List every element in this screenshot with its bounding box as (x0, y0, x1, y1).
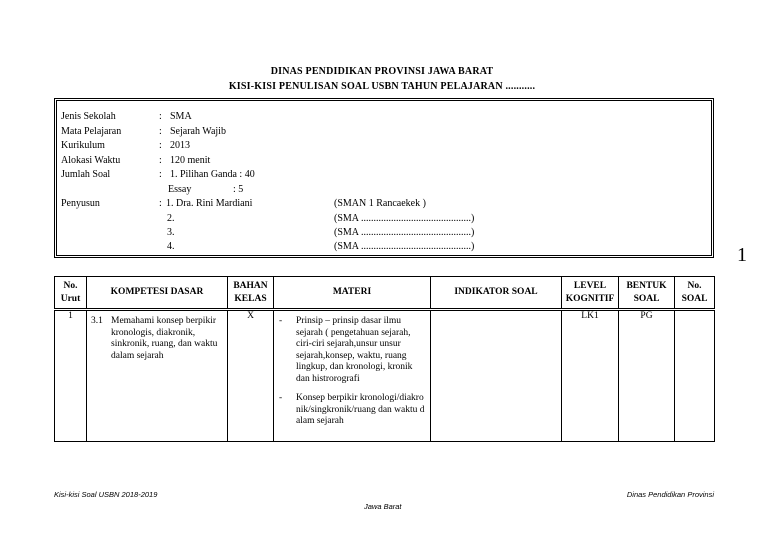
footer-center: Jawa Barat (364, 502, 402, 511)
document-subtitle: KISI-KISI PENULISAN SOAL USBN TAHUN PELAJARAN ........... (228, 81, 536, 92)
alokasi-waktu-value: 120 menit (170, 155, 211, 166)
jumlah-soal-value: 1. Pilihan Ganda : 40 (170, 169, 255, 180)
document-title: DINAS PENDIDIKAN PROVINSI JAWA BARAT (270, 66, 494, 77)
materi-item: - Prinsip – prinsip dasar ilmu sejarah ( pengetahuan sejarah, ciri-ciri sejarah,unsur unsur sejarah,konsep, waktu, ruang lingkup, dan kronologi, kronik dan histrorografi (279, 316, 428, 385)
header-level-kognitif: LEVEL KOGNITIF (562, 277, 619, 310)
row-level-kognitif: LK1 (562, 310, 619, 442)
kd-number: 3.1 (91, 316, 103, 326)
penyusun-2-school: (SMA ............................................) (334, 213, 475, 224)
penyusun-3: 3. (167, 227, 175, 238)
row-indikator-soal (431, 310, 562, 442)
jumlah-soal-label: Jumlah Soal (61, 169, 111, 180)
materi-text: Konsep berpikir kronologi/diakronik/singkronik/ruang dan waktu dalam sejarah (296, 393, 425, 426)
header-bentuk-soal: BENTUK SOAL (619, 277, 675, 310)
header-no-urut: No. Urut (55, 277, 87, 310)
footer-left: Kisi-kisi Soal USBN 2018-2019 (54, 490, 158, 499)
essay-value: : 5 (233, 184, 244, 195)
kurikulum-value: 2013 (170, 140, 190, 151)
penyusun-3-school: (SMA ............................................) (334, 227, 475, 238)
penyusun-4: 4. (167, 241, 175, 252)
materi-item: - Konsep berpikir kronologi/diakronik/singkronik/ruang dan waktu dalam sejarah (279, 393, 428, 428)
penyusun-4-school: (SMA ............................................) (334, 241, 475, 252)
header-indikator-soal: INDIKATOR SOAL (431, 277, 562, 310)
row-kompetensi-dasar (87, 310, 228, 442)
table-header-row (55, 277, 715, 310)
alokasi-waktu-sep: : (159, 155, 162, 166)
footer-right: Dinas Pendidikan Provinsi (626, 490, 714, 499)
header-materi: MATERI (274, 277, 431, 310)
table-row (55, 310, 715, 442)
kurikulum-label: Kurikulum (61, 140, 105, 151)
kisi-kisi-table (54, 276, 715, 442)
mata-pelajaran-value: Sejarah Wajib (170, 126, 226, 137)
row-no-soal (675, 310, 715, 442)
header-kompetensi-dasar: KOMPETESI DASAR (87, 277, 228, 310)
alokasi-waktu-label: Alokasi Waktu (61, 155, 121, 166)
penyusun-sep: : (159, 198, 162, 209)
header-bahan-kelas: BAHAN KELAS (228, 277, 274, 310)
jumlah-soal-sep: : (159, 169, 162, 180)
mata-pelajaran-sep: : (159, 126, 162, 137)
penyusun-1-school: (SMAN 1 Rancaekek ) (334, 198, 426, 209)
penyusun-label: Penyusun (61, 198, 100, 209)
kd-text: Memahami konsep berpikir kronologis, diakronik, sinkronik, ruang, dan waktu dalam sejarah (111, 316, 218, 361)
row-no: 1 (55, 310, 87, 442)
row-bahan-kelas: X (228, 310, 274, 442)
penyusun-1: 1. Dra. Rini Mardiani (166, 198, 253, 209)
materi-text: Prinsip – prinsip dasar ilmu sejarah ( pengetahuan sejarah, ciri-ciri sejarah,unsur unsur sejarah,konsep, waktu, ruang lingkup, dan kronologi, kronik dan histrorografi (296, 316, 413, 384)
essay-label: Essay (168, 184, 192, 195)
row-materi (274, 310, 431, 442)
page-number: 1 (737, 244, 747, 266)
mata-pelajaran-label: Mata Pelajaran (61, 126, 122, 137)
kurikulum-sep: : (159, 140, 162, 151)
jenis-sekolah-sep: : (159, 111, 162, 122)
header-no-soal: No. SOAL (675, 277, 715, 310)
row-bentuk-soal: PG (619, 310, 675, 442)
jenis-sekolah-label: Jenis Sekolah (61, 111, 116, 122)
penyusun-2: 2. (167, 213, 175, 224)
jenis-sekolah-value: SMA (170, 111, 192, 122)
identity-box (54, 98, 714, 258)
